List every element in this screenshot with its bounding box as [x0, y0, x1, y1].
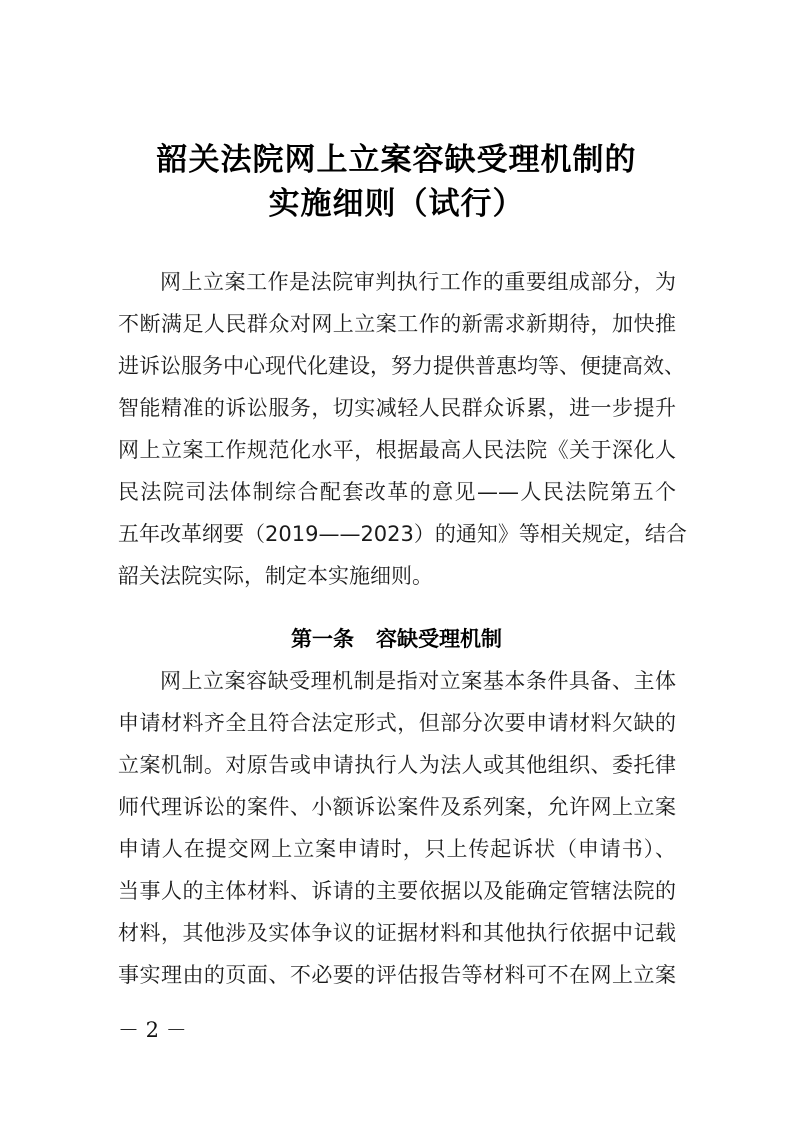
article-1-line-1: 网上立案容缺受理机制是指对立案基本条件具备、主体	[160, 669, 676, 693]
intro-line-7: 五年改革纲要（2019——2023）的通知》等相关规定，结合	[118, 522, 687, 546]
article-1-title: 容缺受理机制	[376, 627, 502, 651]
article-1-line-4: 师代理诉讼的案件、小额诉讼案件及系列案，允许网上立案	[118, 795, 676, 819]
intro-line-8: 韶关法院实际，制定本实施细则。	[118, 564, 433, 588]
article-1-line-6: 当事人的主体材料、诉请的主要依据以及能确定管辖法院的	[118, 879, 676, 903]
article-1-number: 第一条	[291, 627, 354, 651]
document-title-line-1: 韶关法院网上立案容缺受理机制的	[156, 142, 637, 178]
article-1-line-7: 材料，其他涉及实体争议的证据材料和其他执行依据中记载	[118, 921, 676, 945]
intro-line-2: 不断满足人民群众对网上立案工作的新需求新期待，加快推	[118, 312, 676, 336]
intro-line-4: 智能精准的诉讼服务，切实减轻人民群众诉累，进一步提升	[118, 396, 676, 420]
article-1-line-3: 立案机制。对原告或申请执行人为法人或其他组织、委托律	[118, 753, 676, 777]
article-1-line-2: 申请材料齐全且符合法定形式，但部分次要申请材料欠缺的	[118, 711, 676, 735]
article-1-heading	[0, 625, 793, 653]
page-number: － 2 －	[118, 1018, 187, 1042]
intro-line-3: 进诉讼服务中心现代化建设，努力提供普惠均等、便捷高效、	[118, 354, 685, 378]
article-1-line-8: 事实理由的页面、不必要的评估报告等材料可不在网上立案	[118, 963, 676, 987]
document-title-line-2: 实施细则（试行）	[268, 186, 525, 222]
article-1-line-5: 申请人在提交网上立案申请时，只上传起诉状（申请书）、	[118, 837, 676, 861]
intro-line-1: 网上立案工作是法院审判执行工作的重要组成部分，为	[160, 270, 676, 294]
intro-line-5: 网上立案工作规范化水平，根据最高人民法院《关于深化人	[118, 438, 676, 462]
intro-line-6: 民法院司法体制综合配套改革的意见——人民法院第五个	[118, 480, 676, 504]
